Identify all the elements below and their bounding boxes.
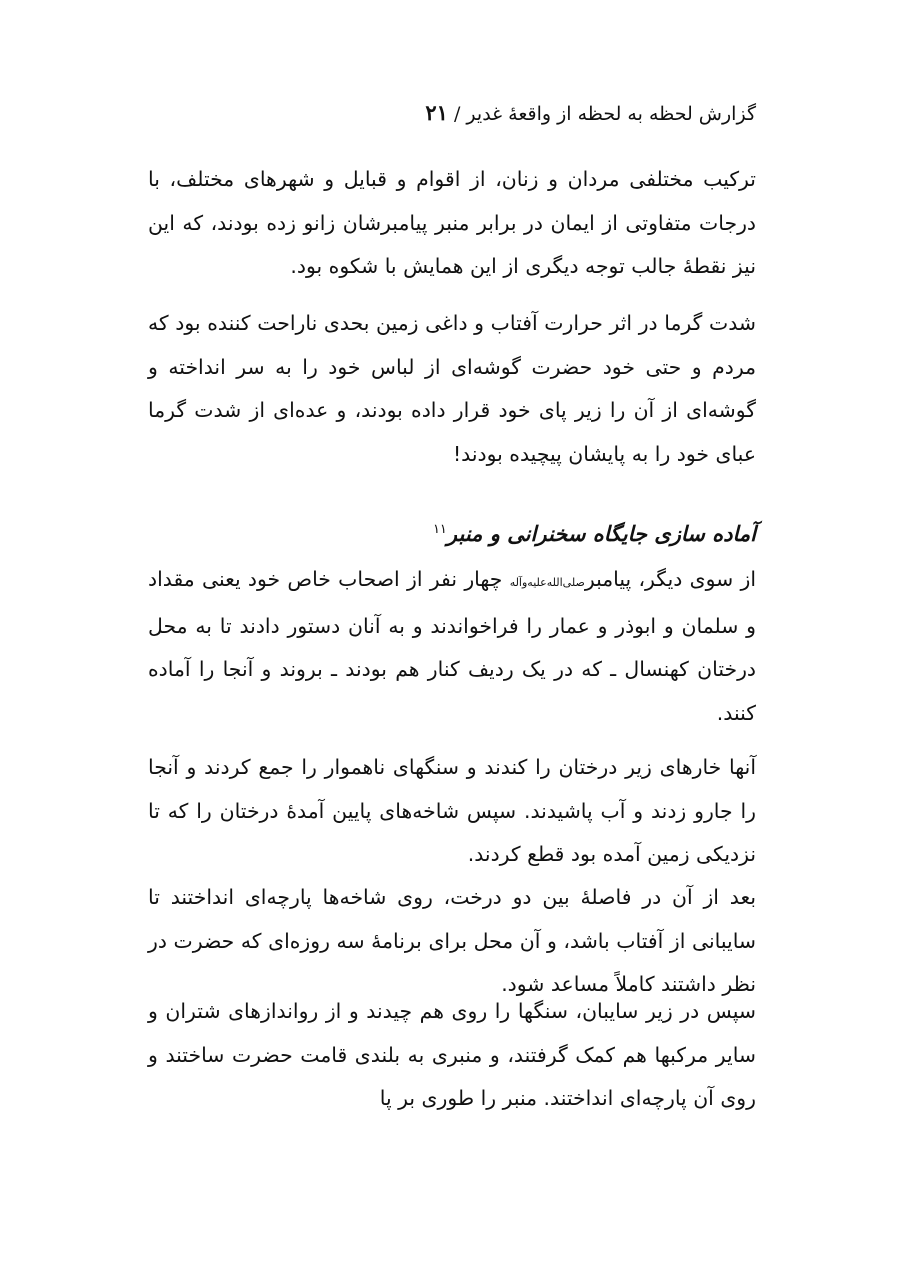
paragraph-preparation-order-rest: چهار نفر از اصحاب خاص خود یعنی مقداد و سلمان و ابوذر و عمار را فراخواندند و به آنان دستور دادند تا به محل درختان کهنسال ـ که در یک ردیف کنار هم بودند ـ بروند و آنجا را آماده کنند. (148, 567, 756, 725)
honorific-text: صلی‌الله‌علیه‌وآله (509, 576, 585, 589)
paragraph-clearing-ground: آنها خارهای زیر درختان را کندند و سنگهای ناهموار را جمع کردند و آنجا را جارو زدند و آب پاشیدند. سپس شاخه‌های پایین آمدهٔ درختان را که تا نزدیکی زمین آمده بود قطع کردند. (148, 755, 756, 866)
header-separator: / (453, 103, 461, 125)
running-title: گزارش لحظه به لحظه از واقعهٔ غدیر (466, 103, 756, 125)
paragraph-canopy: بعد از آن در فاصلهٔ بین دو درخت، روی شاخه‌ها پارچه‌ای انداختند تا سایبانی از آفتاب باشد، و آن محل برای برنامهٔ سه روزه‌ای که حضرت در نظر داشتند کاملاً مساعد شود. (148, 885, 756, 996)
paragraph-pulpit: سپس در زیر سایبان، سنگها را روی هم چیدند و از روانداز‌های شتران و سایر مرکبها هم کمک گرفتند، و منبری به بلندی قامت حضرت ساختند و روی آن پارچه‌ای انداختند. منبر را طوری بر پا (148, 999, 756, 1110)
paragraph-preparation-order (148, 558, 756, 735)
running-header (148, 98, 756, 129)
paragraph-diverse-crowd: ترکیب مختلفی مردان و زنان، از اقوام و قبایل و شهرهای مختلف، با درجات متفاوتی از ایمان در برابر منبر پیامبرشان زانو زده بودند، که این نیز نقطهٔ جالب توجه دیگری از این همایش با شکوه بود. (148, 167, 756, 278)
paragraph-heat: شدت گرما در اثر حرارت آفتاب و داغی زمین بحدی ناراحت کننده بود که مردم و حتی خود حضرت گوشه‌ای از لباس خود را به سر انداخته و گوشه‌ای از آن را زیر پای خود قرار داده بودند، و عده‌ای از شدت گرما عبای خود را به پایشان پیچیده بودند! (148, 311, 756, 466)
page-number: ۲۱ (425, 100, 448, 125)
section-heading-text: آماده سازی جایگاه سخنرانی و منبر (446, 522, 756, 546)
paragraph-preparation-order-start: از سوی دیگر، پیامبر (584, 567, 756, 591)
section-heading (148, 508, 756, 556)
footnote-reference: ۱۱ (432, 522, 447, 537)
